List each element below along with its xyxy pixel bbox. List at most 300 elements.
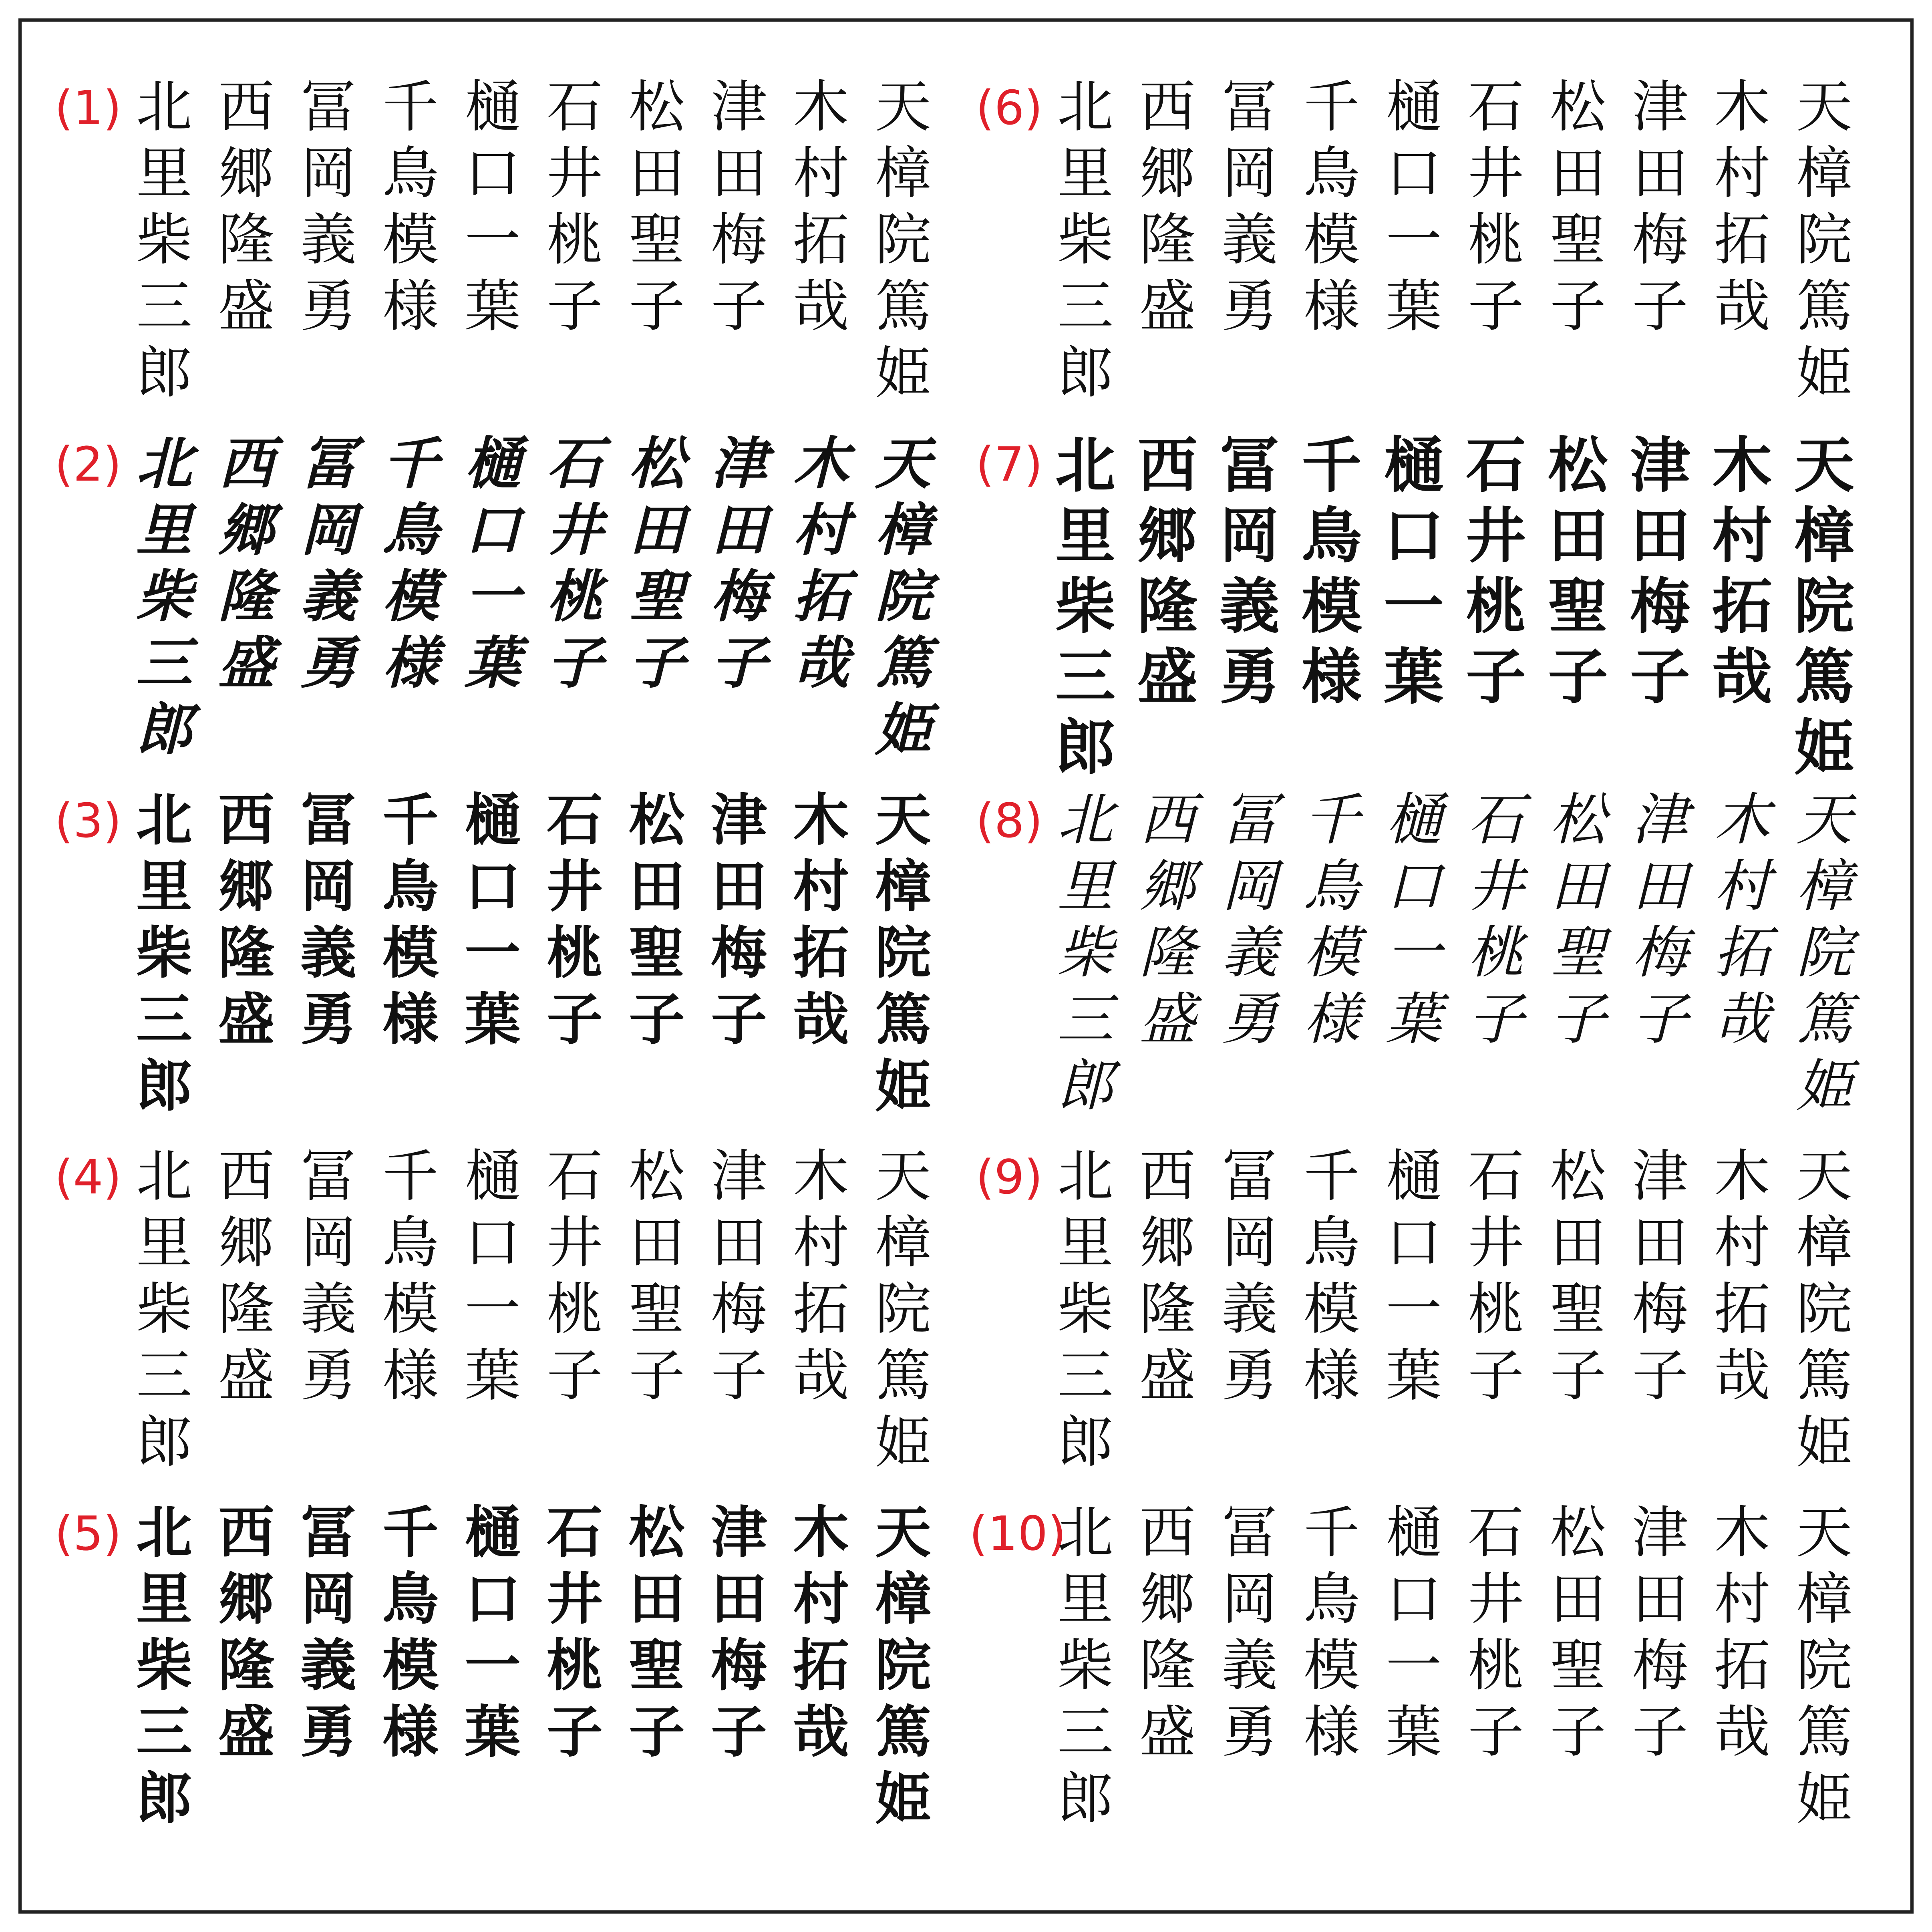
name-character: 哉 <box>1714 274 1770 339</box>
name-character: 子 <box>1630 642 1690 712</box>
name-character: 勇 <box>300 1700 356 1765</box>
name-character: 一 <box>1385 920 1442 986</box>
name-character: 木 <box>793 74 849 140</box>
name-character: 石 <box>1465 431 1526 501</box>
name-character: 田 <box>1550 854 1606 919</box>
name-column <box>128 787 200 1119</box>
font-sample-5 <box>48 1478 981 1830</box>
name-column <box>128 1500 200 1832</box>
name-character: 鳥 <box>1303 854 1360 919</box>
name-character: 院 <box>1796 207 1852 273</box>
name-character: 樋 <box>1385 74 1442 140</box>
name-character: 田 <box>628 854 685 920</box>
name-character: 西 <box>218 74 274 140</box>
name-character: 子 <box>710 1700 767 1765</box>
name-character: 姫 <box>1794 713 1854 783</box>
name-character: 桃 <box>546 920 603 986</box>
name-character: 模 <box>1303 1633 1360 1699</box>
font-sample-2 <box>48 409 981 761</box>
name-character: 篤 <box>875 1700 931 1765</box>
name-character: 西 <box>1139 1144 1195 1209</box>
name-character: 桃 <box>546 564 603 630</box>
name-character: 村 <box>793 854 849 920</box>
name-character: 一 <box>464 207 521 273</box>
sample-number-label: (6) <box>976 80 1043 135</box>
name-character: 子 <box>1467 1343 1524 1409</box>
name-character: 津 <box>710 1500 767 1566</box>
name-character: 樟 <box>1794 501 1854 571</box>
name-character: 西 <box>218 787 274 853</box>
name-character: 様 <box>382 1700 439 1765</box>
name-character: 村 <box>1714 1210 1770 1276</box>
name-character: 模 <box>382 564 439 630</box>
name-character: 井 <box>1467 1567 1524 1632</box>
name-character: 鳥 <box>382 854 439 920</box>
name-character: 葉 <box>464 987 521 1053</box>
name-character: 哉 <box>793 630 849 696</box>
name-character: 院 <box>875 1633 931 1699</box>
name-column <box>457 431 529 696</box>
name-column <box>1460 1143 1532 1409</box>
name-character: 木 <box>1714 1144 1770 1209</box>
name-character: 梅 <box>1632 1633 1688 1699</box>
name-column <box>210 787 282 1053</box>
name-character: 口 <box>464 1210 521 1276</box>
font-sample-7 <box>969 409 1902 783</box>
name-character: 勇 <box>300 1343 356 1409</box>
name-character: 樋 <box>1385 1144 1442 1209</box>
name-character: 三 <box>136 274 192 339</box>
name-character: 田 <box>1632 1567 1688 1632</box>
name-column <box>1460 1500 1532 1766</box>
name-character: 口 <box>464 141 521 206</box>
name-character: 北 <box>1057 1144 1113 1209</box>
name-character: 石 <box>546 787 603 853</box>
name-character: 柴 <box>1057 920 1113 986</box>
font-sample-8 <box>969 765 1902 1117</box>
name-character: 三 <box>1055 642 1115 712</box>
name-column <box>1131 1143 1203 1409</box>
name-character: 院 <box>875 564 931 630</box>
name-column <box>1049 1143 1121 1476</box>
name-character: 子 <box>546 274 603 339</box>
name-character: 千 <box>1303 787 1360 853</box>
name-character: 姫 <box>875 1766 931 1831</box>
name-column <box>292 1500 364 1766</box>
name-character: 松 <box>1550 787 1606 853</box>
name-character: 聖 <box>628 920 685 986</box>
name-character: 天 <box>1796 1500 1852 1566</box>
name-character: 北 <box>1057 787 1113 853</box>
name-column <box>539 1143 611 1409</box>
name-character: 姫 <box>1796 1766 1852 1831</box>
name-character: 郎 <box>136 1410 192 1475</box>
name-character: 桃 <box>1465 572 1526 642</box>
name-column <box>1049 787 1121 1119</box>
name-character: 鳥 <box>1301 501 1362 571</box>
name-character: 子 <box>1550 1343 1606 1409</box>
name-character: 鳥 <box>382 1210 439 1276</box>
name-character: 院 <box>875 920 931 986</box>
name-character: 樟 <box>875 1210 931 1276</box>
name-character: 田 <box>1632 854 1688 919</box>
name-character: 鳥 <box>382 497 439 563</box>
name-character: 聖 <box>1550 1633 1606 1699</box>
name-character: 津 <box>1632 1144 1688 1209</box>
name-character: 鳥 <box>1303 1210 1360 1276</box>
name-character: 井 <box>546 1210 603 1276</box>
name-character: 樋 <box>464 1500 521 1566</box>
name-character: 義 <box>300 920 356 986</box>
name-column <box>210 431 282 696</box>
name-character: 樋 <box>464 74 521 140</box>
name-character: 姫 <box>875 340 931 406</box>
name-column <box>1214 431 1286 712</box>
name-column <box>1706 74 1778 340</box>
name-character: 葉 <box>464 274 521 339</box>
name-character: 松 <box>628 1144 685 1209</box>
name-column <box>1788 431 1860 783</box>
name-character: 哉 <box>1714 1700 1770 1765</box>
name-character: 三 <box>1057 987 1113 1052</box>
name-character: 郷 <box>1139 1567 1195 1632</box>
name-character: 葉 <box>464 1343 521 1409</box>
name-character: 隆 <box>218 1277 274 1342</box>
name-character: 三 <box>1057 1343 1113 1409</box>
name-character: 田 <box>710 1210 767 1276</box>
name-character: 拓 <box>1712 572 1772 642</box>
name-character: 千 <box>1303 1500 1360 1566</box>
name-column <box>1131 431 1203 712</box>
name-character: 一 <box>1385 1633 1442 1699</box>
name-column <box>1296 431 1368 712</box>
name-character: 隆 <box>1137 572 1197 642</box>
name-character: 篤 <box>1796 1700 1852 1765</box>
name-character: 田 <box>628 1567 685 1632</box>
name-column <box>1131 74 1203 340</box>
name-character: 井 <box>1467 854 1524 919</box>
name-character: 樟 <box>1796 854 1852 919</box>
name-character: 柴 <box>1057 1633 1113 1699</box>
name-character: 三 <box>136 1700 192 1765</box>
name-character: 隆 <box>218 920 274 986</box>
name-column <box>1788 1143 1860 1476</box>
name-character: 様 <box>382 1343 439 1409</box>
name-column <box>1624 431 1696 712</box>
sample-number-label: (9) <box>976 1149 1043 1205</box>
name-character: 一 <box>464 1633 521 1699</box>
name-column <box>1460 431 1532 712</box>
name-character: 哉 <box>793 1700 849 1765</box>
name-character: 冨 <box>300 74 356 140</box>
name-character: 田 <box>628 141 685 206</box>
name-character: 勇 <box>300 274 356 339</box>
name-character: 聖 <box>1550 207 1606 273</box>
name-character: 子 <box>1548 642 1608 712</box>
name-character: 里 <box>136 854 192 920</box>
name-character: 郷 <box>218 141 274 206</box>
sample-number-label: (5) <box>54 1506 122 1561</box>
name-character: 篤 <box>1796 987 1852 1052</box>
name-character: 勇 <box>1219 642 1280 712</box>
name-character: 田 <box>710 141 767 206</box>
name-character: 子 <box>710 987 767 1053</box>
name-character: 田 <box>710 854 767 920</box>
name-character: 郷 <box>218 497 274 563</box>
name-character: 村 <box>793 1567 849 1632</box>
name-character: 田 <box>628 1210 685 1276</box>
name-column <box>621 1143 693 1409</box>
name-character: 柴 <box>136 1277 192 1342</box>
name-character: 松 <box>1550 1144 1606 1209</box>
name-character: 樟 <box>875 497 931 563</box>
name-character: 桃 <box>1467 1633 1524 1699</box>
name-character: 聖 <box>628 564 685 630</box>
name-character: 院 <box>1794 572 1854 642</box>
name-character: 様 <box>1303 1343 1360 1409</box>
name-character: 拓 <box>1714 1633 1770 1699</box>
name-character: 拓 <box>793 207 849 273</box>
name-character: 石 <box>546 1144 603 1209</box>
name-character: 北 <box>136 787 192 853</box>
name-column <box>1542 74 1614 340</box>
name-character: 鳥 <box>382 141 439 206</box>
name-character: 口 <box>464 1567 521 1632</box>
name-character: 松 <box>628 431 685 497</box>
name-character: 樋 <box>464 1144 521 1209</box>
name-character: 岡 <box>300 854 356 920</box>
name-column <box>703 74 775 340</box>
name-character: 三 <box>1057 1700 1113 1765</box>
name-character: 津 <box>710 787 767 853</box>
name-character: 郎 <box>1057 1410 1113 1475</box>
name-character: 子 <box>1632 1343 1688 1409</box>
name-character: 桃 <box>546 207 603 273</box>
name-column <box>867 431 939 763</box>
name-character: 哉 <box>1714 1343 1770 1409</box>
name-character: 哉 <box>793 274 849 339</box>
name-character: 千 <box>382 1144 439 1209</box>
name-character: 子 <box>628 1343 685 1409</box>
name-character: 盛 <box>218 1700 274 1765</box>
name-character: 桃 <box>1467 920 1524 986</box>
name-character: 拓 <box>793 1277 849 1342</box>
name-character: 一 <box>1385 207 1442 273</box>
name-character: 拓 <box>1714 1277 1770 1342</box>
name-column <box>210 74 282 340</box>
sample-number-label: (2) <box>54 437 122 492</box>
name-character: 子 <box>628 987 685 1053</box>
name-column <box>1296 74 1368 340</box>
name-character: 隆 <box>1139 1277 1195 1342</box>
name-character: 篤 <box>875 987 931 1053</box>
name-column <box>292 431 364 696</box>
name-character: 樟 <box>1796 1210 1852 1276</box>
name-character: 様 <box>382 274 439 339</box>
name-character: 郎 <box>136 1053 192 1119</box>
name-character: 姫 <box>1796 1053 1852 1119</box>
name-column <box>1706 1143 1778 1409</box>
name-character: 冨 <box>300 431 356 497</box>
name-column <box>621 1500 693 1766</box>
name-character: 聖 <box>1548 572 1608 642</box>
name-column <box>621 787 693 1053</box>
name-character: 桃 <box>546 1633 603 1699</box>
name-column <box>1542 787 1614 1053</box>
name-character: 院 <box>1796 1277 1852 1342</box>
name-character: 哉 <box>793 1343 849 1409</box>
name-character: 村 <box>1712 501 1772 571</box>
name-column <box>1378 431 1450 712</box>
name-character: 村 <box>1714 854 1770 919</box>
font-sample-6 <box>969 52 1902 405</box>
name-character: 冨 <box>300 1500 356 1566</box>
name-character: 里 <box>1057 854 1113 919</box>
name-character: 子 <box>1632 274 1688 339</box>
name-character: 義 <box>1219 572 1280 642</box>
name-character: 盛 <box>1139 1700 1195 1765</box>
name-character: 田 <box>1548 501 1608 571</box>
name-character: 聖 <box>628 1277 685 1342</box>
name-character: 三 <box>1057 274 1113 339</box>
name-character: 木 <box>793 431 849 497</box>
name-column <box>1378 1143 1450 1409</box>
name-column <box>703 787 775 1053</box>
name-character: 西 <box>1137 431 1197 501</box>
name-character: 郷 <box>1137 501 1197 571</box>
font-sample-10 <box>969 1478 1902 1830</box>
name-column <box>1624 1143 1696 1409</box>
name-character: 田 <box>1632 1210 1688 1276</box>
name-character: 樋 <box>1385 1500 1442 1566</box>
name-character: 木 <box>1714 74 1770 140</box>
name-character: 郷 <box>1139 141 1195 206</box>
name-character: 冨 <box>1221 787 1278 853</box>
name-character: 北 <box>136 1500 192 1566</box>
name-character: 盛 <box>218 630 274 696</box>
name-character: 冨 <box>1221 74 1278 140</box>
name-column <box>1214 787 1286 1053</box>
name-character: 葉 <box>1383 642 1444 712</box>
name-character: 梅 <box>710 1633 767 1699</box>
font-sample-1 <box>48 52 981 405</box>
name-character: 哉 <box>1712 642 1772 712</box>
name-character: 田 <box>628 497 685 563</box>
name-column <box>621 74 693 340</box>
name-character: 西 <box>218 431 274 497</box>
name-character: 模 <box>1303 207 1360 273</box>
name-character: 西 <box>218 1500 274 1566</box>
name-character: 井 <box>1467 1210 1524 1276</box>
name-character: 岡 <box>300 1210 356 1276</box>
name-character: 義 <box>1221 1633 1278 1699</box>
name-column <box>1624 74 1696 340</box>
name-character: 隆 <box>218 1633 274 1699</box>
name-character: 模 <box>1301 572 1362 642</box>
name-character: 北 <box>136 74 192 140</box>
name-character: 三 <box>136 1343 192 1409</box>
name-character: 柴 <box>136 207 192 273</box>
name-column <box>539 1500 611 1766</box>
name-character: 田 <box>1550 1567 1606 1632</box>
name-character: 鳥 <box>382 1567 439 1632</box>
name-column <box>621 431 693 696</box>
name-column <box>374 431 447 696</box>
name-character: 姫 <box>1796 1410 1852 1475</box>
name-character: 北 <box>1055 431 1115 501</box>
name-character: 院 <box>1796 1633 1852 1699</box>
name-character: 村 <box>793 497 849 563</box>
name-character: 津 <box>1632 787 1688 853</box>
name-character: 里 <box>1057 1567 1113 1632</box>
name-character: 子 <box>710 274 767 339</box>
name-character: 冨 <box>1221 1500 1278 1566</box>
name-character: 義 <box>300 207 356 273</box>
name-character: 田 <box>1632 141 1688 206</box>
name-character: 聖 <box>1550 920 1606 986</box>
name-character: 津 <box>710 74 767 140</box>
name-column <box>1542 1500 1614 1766</box>
name-character: 石 <box>1467 787 1524 853</box>
name-character: 梅 <box>710 1277 767 1342</box>
name-character: 盛 <box>218 987 274 1053</box>
name-character: 篤 <box>1796 1343 1852 1409</box>
name-character: 松 <box>1548 431 1608 501</box>
name-character: 北 <box>136 1144 192 1209</box>
name-character: 天 <box>875 1144 931 1209</box>
name-character: 子 <box>546 987 603 1053</box>
name-character: 盛 <box>1139 274 1195 339</box>
name-character: 村 <box>1714 1567 1770 1632</box>
name-column <box>1788 74 1860 407</box>
name-character: 篤 <box>875 274 931 339</box>
name-character: 口 <box>1385 1210 1442 1276</box>
name-column <box>1296 787 1368 1053</box>
name-character: 郎 <box>1057 1766 1113 1831</box>
name-character: 梅 <box>1632 920 1688 986</box>
name-column <box>785 74 857 340</box>
name-character: 勇 <box>300 630 356 696</box>
name-character: 梅 <box>1630 572 1690 642</box>
name-character: 様 <box>1301 642 1362 712</box>
sample-number-label: (10) <box>969 1506 1067 1561</box>
name-character: 勇 <box>1221 1700 1278 1765</box>
name-character: 里 <box>136 141 192 206</box>
name-column <box>1542 1143 1614 1409</box>
name-character: 津 <box>710 1144 767 1209</box>
name-column <box>292 74 364 340</box>
name-character: 隆 <box>218 207 274 273</box>
name-column <box>539 787 611 1053</box>
name-character: 聖 <box>1550 1277 1606 1342</box>
name-column <box>457 74 529 340</box>
name-character: 葉 <box>1385 987 1442 1052</box>
name-character: 井 <box>546 141 603 206</box>
name-character: 松 <box>628 787 685 853</box>
name-character: 梅 <box>1632 207 1688 273</box>
name-character: 篤 <box>1794 642 1854 712</box>
name-character: 柴 <box>136 1633 192 1699</box>
name-column <box>1214 1143 1286 1409</box>
name-character: 木 <box>1714 787 1770 853</box>
name-character: 篤 <box>1796 274 1852 339</box>
name-character: 口 <box>1383 501 1444 571</box>
name-character: 桃 <box>546 1277 603 1342</box>
name-character: 冨 <box>300 1144 356 1209</box>
name-character: 岡 <box>300 141 356 206</box>
name-column <box>785 1500 857 1766</box>
name-character: 郎 <box>1057 340 1113 406</box>
